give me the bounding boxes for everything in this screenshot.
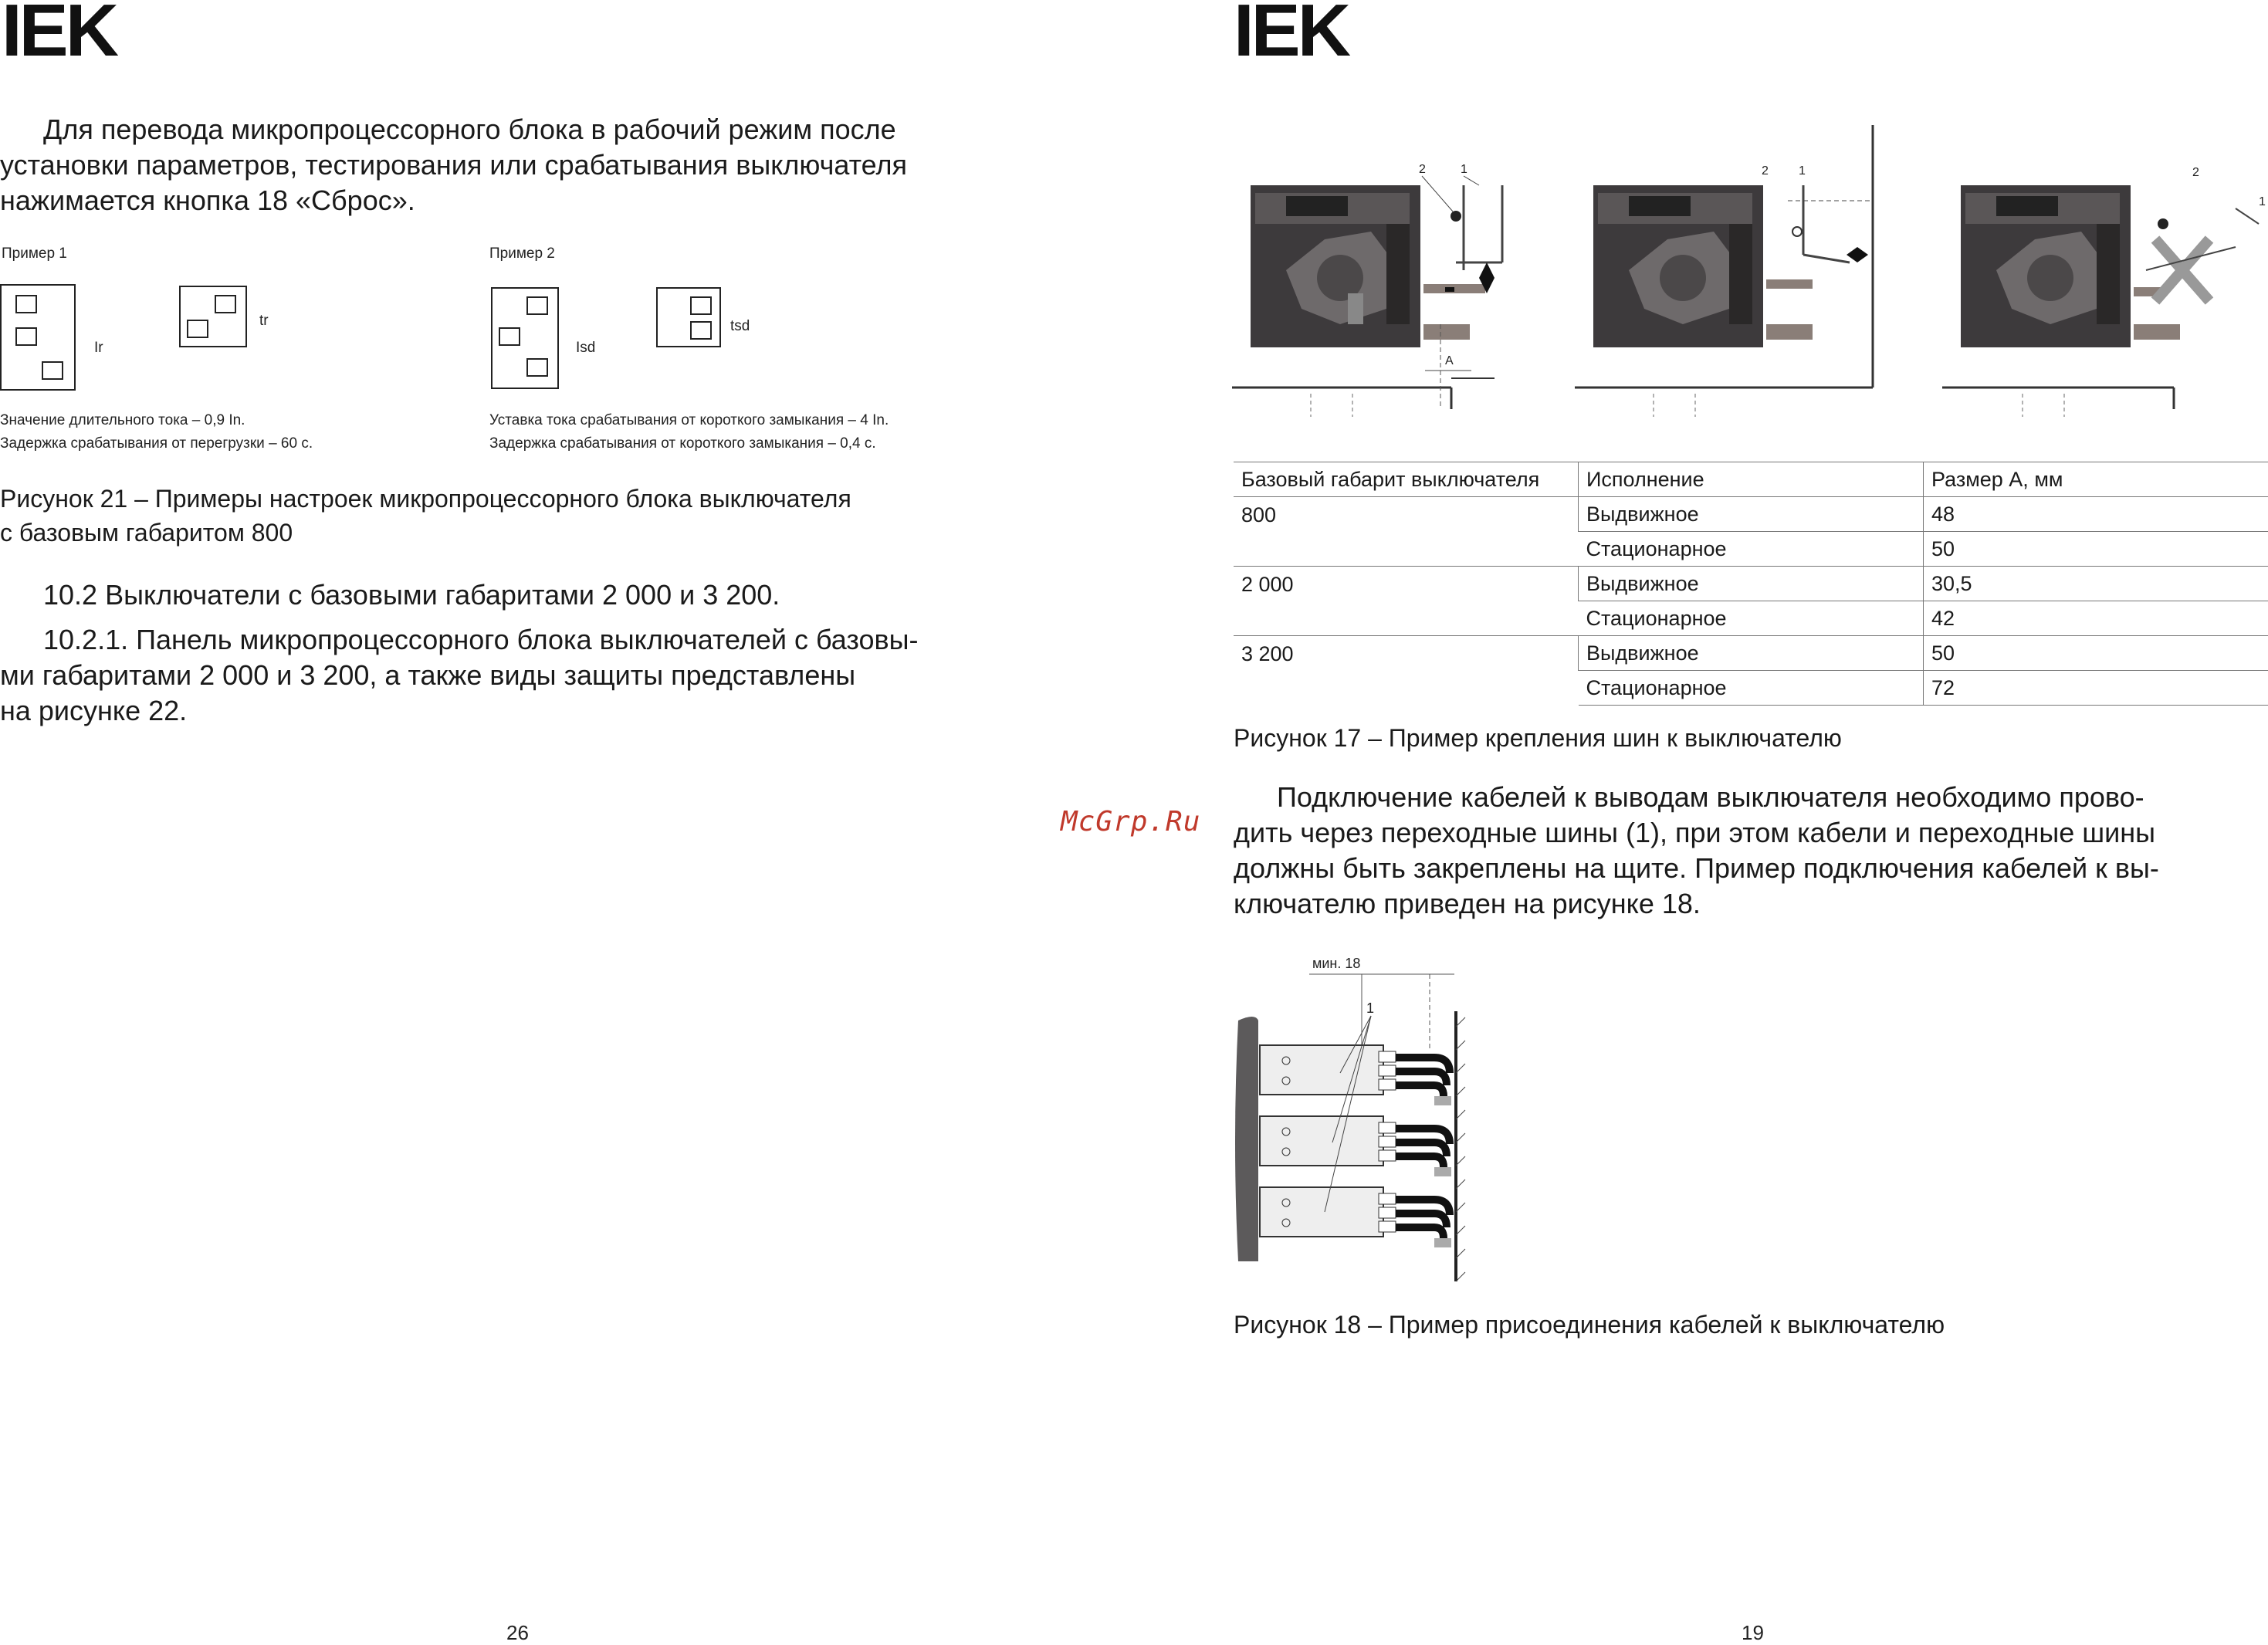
figure18-illustration [1232,949,1495,1289]
bolt-icon [1792,227,1802,236]
table-cell: Выдвижное [1579,497,1924,532]
page-number-left: 26 [506,1621,529,1645]
switch-icon [690,296,712,315]
bus-bar-3 [1260,1187,1451,1247]
example1-title: Пример 1 [2,245,67,262]
callout-1: 1 [2259,195,2266,208]
table-header: Базовый габарит выключателя [1234,462,1579,497]
example1-label-b: tr [259,313,269,330]
example2-dial-b [656,287,721,347]
table-row [1234,636,2268,671]
figure18-caption: Рисунок 18 – Пример присоединения кабелей к выключателю [1234,1311,1945,1339]
paragraph-line: должны быть закреплены на щите. Пример подключения кабелей к вы- [1234,851,2268,886]
example1-dial-b [179,286,247,347]
bolt-icon [1451,211,1461,222]
callout-2: 2 [1419,163,1426,176]
example1-dial-a [0,284,76,391]
example2-label-a: Isd [576,340,595,357]
callout-2: 2 [1762,164,1769,178]
table-cell: Стационарное [1579,532,1924,567]
intro-line: установки параметров, тестирования или срабатывания выключателя [0,147,1042,183]
figure17-illustration [1232,116,2268,425]
iek-logo-left: IEK [2,0,116,68]
figure21-caption-line2: с базовым габаритом 800 [0,519,293,547]
paragraph-line: Подключение кабелей к выводам выключателя необходимо прово- [1234,780,2268,815]
table-cell: Выдвижное [1579,636,1924,671]
example1-label-a: Ir [94,340,103,357]
paragraph-line: ключателю приведен на рисунке 18. [1234,886,2268,922]
section-10-2: 10.2 Выключатели с базовыми габаритами 2 000 и 3 200. [43,577,780,613]
switch-icon [42,361,63,380]
table-cell: 42 [1924,601,2268,636]
intro-line: нажимается кнопка 18 «Сброс». [0,183,1042,218]
bus-bar-2 [1260,1116,1451,1176]
page-number-right: 19 [1742,1621,1764,1645]
intro-paragraph [0,112,1042,218]
section-line: на рисунке 22. [0,693,1042,729]
table-cell: Выдвижное [1579,567,1924,601]
paragraph-line: дить через переходные шины (1), при этом кабели и переходные шины [1234,815,2268,851]
switch-icon [526,358,548,377]
watermark: McGrp.Ru [1061,806,1200,838]
breaker-body [1235,1017,1258,1261]
switch-icon [215,295,236,313]
switch-icon [187,320,208,338]
switch-icon [526,296,548,315]
table-cell: 50 [1924,636,2268,671]
table-cell: 800 [1234,497,1579,567]
table-row [1234,497,2268,532]
table-cell: Стационарное [1579,601,1924,636]
example2-dial-a [491,287,559,389]
example1-note2: Задержка срабатывания от перегрузки – 60 с. [0,435,313,452]
table-cell: 30,5 [1924,567,2268,601]
table-header: Размер А, мм [1924,462,2268,497]
callout-2: 2 [2192,166,2199,179]
iek-logo-right: IEK [1234,0,1348,68]
callout-1: 1 [1799,164,1806,178]
switch-icon [15,327,37,346]
example2-title: Пример 2 [489,245,555,262]
callout-1: 1 [1461,163,1467,176]
intro-line: Для перевода микропроцессорного блока в рабочий режим после [0,112,1042,147]
breaker-photo-1 [1251,185,1485,347]
switch-icon [499,327,520,346]
table-cell: Стационарное [1579,671,1924,706]
table-cell: 3 200 [1234,636,1579,706]
example2-note1: Уставка тока срабатывания от короткого замыкания – 4 In. [489,412,889,429]
callout-1: 1 [1366,1000,1374,1016]
table-cell: 50 [1924,532,2268,567]
table-cell: 72 [1924,671,2268,706]
section-line: 10.2.1. Панель микропроцессорного блока выключателей с базовы- [0,622,1042,658]
table-header-row [1234,462,2268,497]
example1-note1: Значение длительного тока – 0,9 In. [0,412,245,429]
figure17-caption: Рисунок 17 – Пример крепления шин к выключателю [1234,724,1842,753]
bus-bar-1 [1260,1045,1451,1105]
breaker-photo-2 [1593,185,1813,347]
cable-paragraph [1234,780,2268,922]
dimension-a-label: A [1445,354,1454,367]
example2-label-b: tsd [730,318,750,335]
table-cell: 48 [1924,497,2268,532]
table-row [1234,567,2268,601]
switch-icon [690,321,712,340]
section-line: ми габаритами 2 000 и 3 200, а также виды защиты представлены [0,658,1042,693]
size-table [1234,462,2268,706]
min-18-label: мин. 18 [1312,956,1360,971]
example2-note2: Задержка срабатывания от короткого замыкания – 0,4 с. [489,435,876,452]
figure21-caption-line1: Рисунок 21 – Примеры настроек микропроцессорного блока выключателя [0,485,851,513]
breaker-photo-3 [1961,185,2180,347]
switch-icon [15,295,37,313]
section-10-2-1 [0,622,1042,729]
table-cell: 2 000 [1234,567,1579,636]
cross-icon [2155,239,2209,301]
table-header: Исполнение [1579,462,1924,497]
bolt-icon [2158,218,2168,229]
